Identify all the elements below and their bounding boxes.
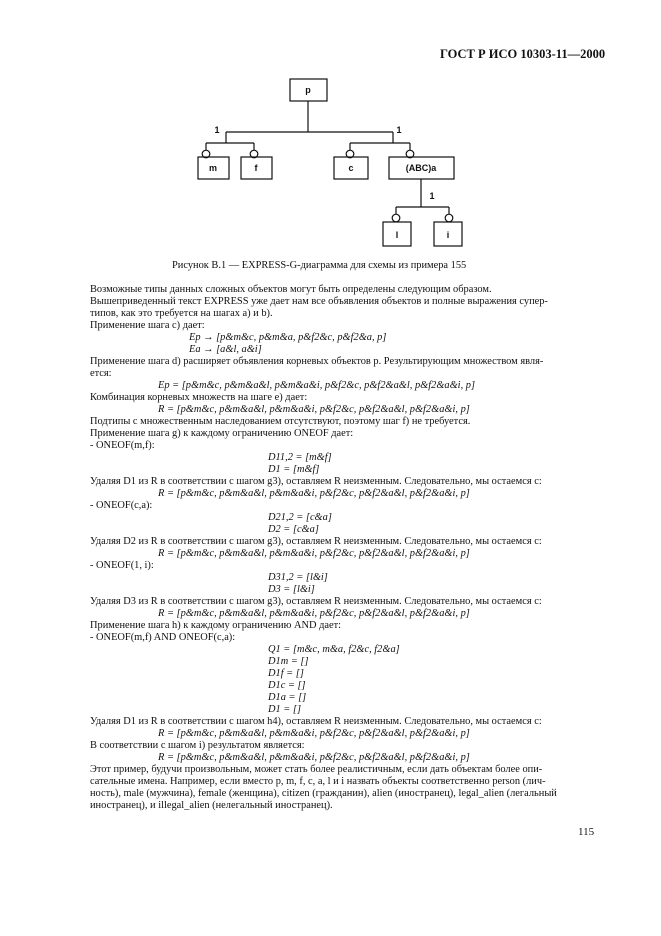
text-line: сательные имена. Например, если вместо p, m, f, c, a, l и i назвать объекты соответственно person (лич-: [90, 776, 546, 787]
text-line: Возможные типы данных сложных объектов могут быть определены следующим образом.: [90, 284, 492, 295]
text-line: ность), male (мужчина), female (женщина), citizen (гражданин), alien (иностранец), legal_alien (легальный: [90, 788, 557, 799]
entity-label-m: m: [208, 163, 218, 173]
entity-label-c: c: [348, 163, 354, 173]
formula-line: D1a = []: [268, 692, 307, 703]
text-line: - ONEOF(c,a):: [90, 500, 153, 511]
figure-caption: Рисунок В.1 — EXPRESS-G-диаграмма для схемы из примера 155: [172, 260, 467, 271]
text-line: Этот пример, будучи произвольным, может стать более реалистичным, если дать объектам более опи-: [90, 764, 543, 775]
oneof-count-right: 1: [396, 125, 402, 135]
formula-line: D1m = []: [268, 656, 309, 667]
formula-line: R = [p&m&c, p&m&a&l, p&m&a&i, p&f2&c, p&f2&a&l, p&f2&a&i, p]: [158, 548, 470, 559]
formula-line: R = [p&m&c, p&m&a&l, p&m&a&i, p&f2&c, p&f2&a&l, p&f2&a&i, p]: [158, 752, 470, 763]
formula-line: D1 = [m&f]: [268, 464, 320, 475]
text-line: Вышеприведенный текст EXPRESS уже дает нам все объявления объектов и полные выражения супер-: [90, 296, 548, 307]
entity-label-l: l: [395, 230, 399, 240]
entity-label-i: i: [446, 230, 450, 240]
text-line: Удаляя D1 из R в соответствии с шагом g3), оставляем R неизменным. Следовательно, мы остаемся с:: [90, 476, 542, 487]
formula-line: D3 = [l&i]: [268, 584, 315, 595]
formula-line: D2 = [c&a]: [268, 524, 319, 535]
oneof-count-lower: 1: [429, 191, 435, 201]
text-line: Применение шага d) расширяет объявления корневых объектов p. Результирующим множеством явля-: [90, 356, 544, 367]
oneof-count-left: 1: [214, 125, 220, 135]
text-line: ется:: [90, 368, 112, 379]
text-line: Удаляя D1 из R в соответствии с шагом h4), оставляем R неизменным. Следовательно, мы остаемся с:: [90, 716, 542, 727]
formula-line: D11,2 = [m&f]: [268, 452, 332, 463]
text-line: Комбинация корневых множеств на шаге е) дает:: [90, 392, 308, 403]
formula-line: Q1 = [m&c, m&a, f2&c, f2&a]: [268, 644, 400, 655]
entity-label-f: f: [254, 163, 258, 173]
formula-line: D1c = []: [268, 680, 306, 691]
formula-line: D21,2 = [c&a]: [268, 512, 332, 523]
text-line: Применение шага g) к каждому ограничению ONEOF дает:: [90, 428, 354, 439]
formula-line: Ep → [p&m&c, p&m&a, p&f2&c, p&f2&a, p]: [189, 332, 387, 343]
text-line: Применение шага с) дает:: [90, 320, 205, 331]
formula-line: R = [p&m&c, p&m&a&l, p&m&a&i, p&f2&c, p&f2&a&l, p&f2&a&i, p]: [158, 404, 470, 415]
formula-line: R = [p&m&c, p&m&a&l, p&m&a&i, p&f2&c, p&f2&a&l, p&f2&a&i, p]: [158, 728, 470, 739]
formula-line: Ep = [p&m&c, p&m&a&l, p&m&a&i, p&f2&c, p&f2&a&l, p&f2&a&i, p]: [158, 380, 476, 391]
entity-label-p: p: [305, 85, 311, 95]
text-line: Применение шага h) к каждому ограничению AND дает:: [90, 620, 342, 631]
formula-line: Ea → [a&l, a&i]: [189, 344, 262, 355]
text-line: иностранец), и illegal_alien (нелегальный иностранец).: [90, 800, 333, 811]
formula-line: R = [p&m&c, p&m&a&l, p&m&a&i, p&f2&c, p&f2&a&l, p&f2&a&i, p]: [158, 488, 470, 499]
text-line: типов, как это требуется на шагах а) и b).: [90, 308, 273, 319]
page-number: 115: [578, 826, 595, 838]
text-line: В соответствии с шагом i) результатом является:: [90, 740, 305, 751]
entity-label-abc-a: (ABC)a: [405, 163, 437, 173]
text-line: - ONEOF(m,f) AND ONEOF(c,a):: [90, 632, 236, 643]
formula-line: D31,2 = [l&i]: [268, 572, 328, 583]
formula-line: D1f = []: [268, 668, 304, 679]
formula-line: D1 = []: [268, 704, 301, 715]
text-line: - ONEOF(m,f):: [90, 440, 155, 451]
text-line: - ONEOF(1, i):: [90, 560, 154, 571]
text-line: Удаляя D3 из R в соответствии с шагом g3), оставляем R неизменным. Следовательно, мы остаемся с:: [90, 596, 542, 607]
express-g-diagram: [0, 0, 661, 260]
text-line: Подтипы с множественным наследованием отсутствуют, поэтому шаг f) не требуется.: [90, 416, 471, 427]
text-line: Удаляя D2 из R в соответствии с шагом g3), оставляем R неизменным. Следовательно, мы остаемся с:: [90, 536, 542, 547]
document-header: ГОСТ Р ИСО 10303-11—2000: [440, 47, 606, 61]
formula-line: R = [p&m&c, p&m&a&l, p&m&a&i, p&f2&c, p&f2&a&l, p&f2&a&i, p]: [158, 608, 470, 619]
